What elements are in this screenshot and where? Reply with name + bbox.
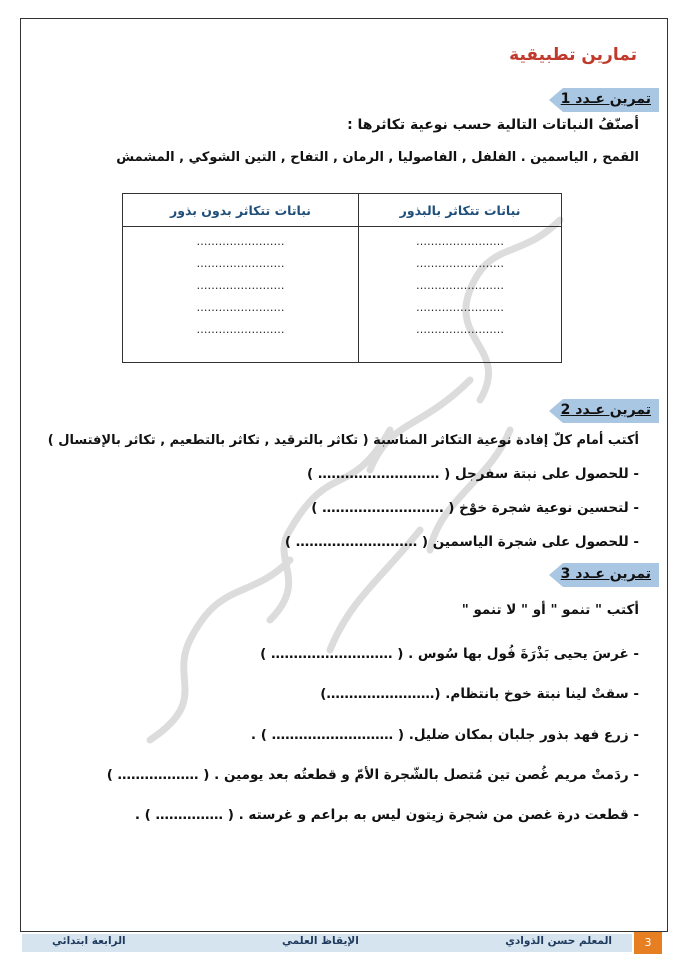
exercise-2-item[interactable]: - لتحسين نوعية شجرة خوْخ ( ……………………… ) <box>311 500 639 516</box>
exercise-3-item[interactable]: - غرسَ يحيى بَذْرَةَ فُول بها سُوس . ( ……………………… ) <box>260 646 639 662</box>
exercise-1-plants: القمح , الياسمين . الفلفل , الفاصوليا , الرمان , التفاح , التين الشوكي , المشمش <box>116 150 639 165</box>
page-title: تمارين تطبيقية <box>509 45 637 65</box>
no-seeds-column[interactable]: …………………… …………………… …………………… …………………… …………………… <box>123 227 359 363</box>
exercise-3-item[interactable]: - ردَمتْ مريم غُصن تين مُتصل بالشّجرة الأمّ و قطعتُه بعد يومين . ( ……………… ) <box>106 767 639 783</box>
table-header-seeds: نباتات تتكاثر بالبذور <box>359 194 562 227</box>
exercise-2-instruction: أكتب أمام كلّ إفادة نوعية التكاثر المناسبة ( تكاثر بالترقيد , تكاثر بالتطعيم , تكاثر بالإفتسال ) <box>47 433 639 448</box>
exercise-2-tag <box>549 399 659 423</box>
footer-subject: الإيقاظ العلمي <box>282 935 359 947</box>
exercise-3-instruction: أكتب " تنمو " أو " لا تنمو " <box>461 602 639 618</box>
exercise-3-item[interactable]: - قطعت درة غصن من شجرة زيتون ليس به براعم و غرسته . ( …………… ) . <box>134 807 639 823</box>
footer-teacher: المعلم حسن الذوادي <box>505 935 612 947</box>
exercise-3-item[interactable]: - زرع فهد بذور جلبان بمكان ضليل. ( ……………………… ) . <box>250 727 639 743</box>
classification-table <box>122 193 562 363</box>
exercise-2-item[interactable]: - للحصول على شجرة الياسمين ( ……………………… ) <box>284 534 639 550</box>
exercise-3-tag <box>549 563 659 587</box>
footer-bar <box>22 934 632 952</box>
exercise-1-tag <box>549 88 659 112</box>
footer-grade: الرابعة ابتدائي <box>52 935 126 947</box>
exercise-1-label: تمرين عـدد 1 <box>560 91 651 107</box>
page-number: 3 <box>634 932 662 954</box>
exercise-1-instruction: أصنّفُ النباتات التالية حسب نوعية تكاثرها : <box>347 117 639 133</box>
exercise-2-item[interactable]: - للحصول على نبتة سفرجل ( ……………………… ) <box>307 466 639 482</box>
table-header-no-seeds: نباتات تتكاثر بدون بذور <box>123 194 359 227</box>
exercise-2-label: تمرين عـدد 2 <box>560 402 651 418</box>
exercise-3-item[interactable]: - سقتْ لينا نبتة خوخ بانتظام. (……………………) <box>320 686 639 702</box>
exercise-3-label: تمرين عـدد 3 <box>560 566 651 582</box>
seeds-column[interactable]: …………………… …………………… …………………… …………………… …………………… <box>359 227 562 363</box>
